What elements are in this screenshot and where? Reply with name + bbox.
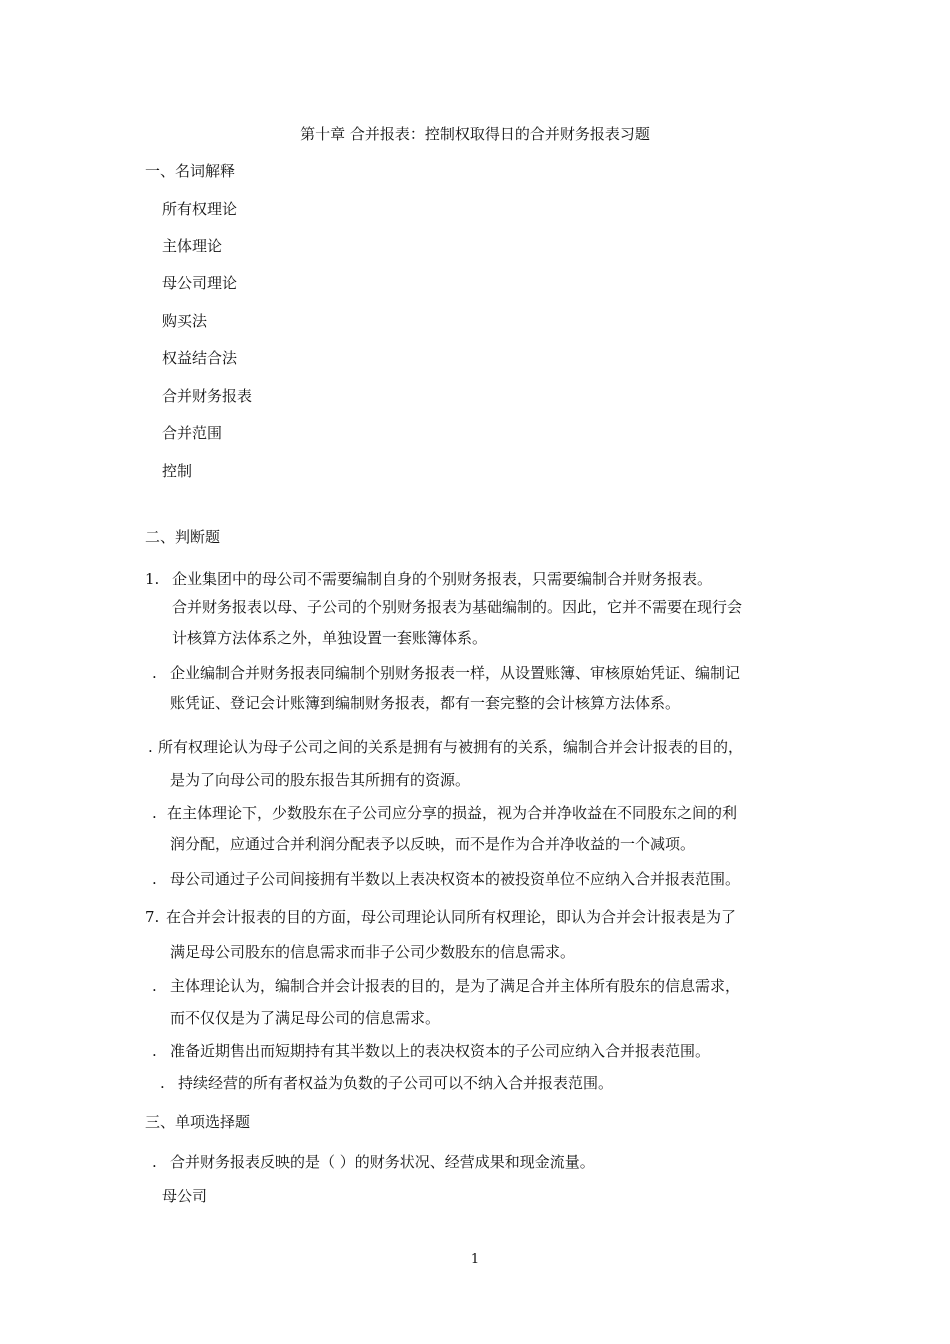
item-line: 账凭证、登记会计账簿到编制财务报表，都有一套完整的会计核算方法体系。	[170, 694, 681, 712]
item-line: 持续经营的所有者权益为负数的子公司可以不纳入合并报表范围。	[178, 1074, 614, 1092]
item-marker: .	[160, 1074, 165, 1092]
item-marker: 7.	[145, 908, 160, 926]
item-line: 在主体理论下，少数股东在子公司应分享的损益，视为合并净收益在不同股东之间的利	[167, 804, 738, 822]
term-item: 母公司理论	[162, 274, 238, 292]
section-heading-definitions: 一、名词解释	[145, 162, 236, 180]
term-item: 所有权理论	[162, 200, 238, 218]
item-marker: 1.	[145, 570, 160, 588]
item-marker: .	[152, 804, 157, 822]
question-text: 合并财务报表反映的是（ ）的财务状况、经营成果和现金流量。	[170, 1153, 595, 1171]
item-line: 主体理论认为，编制合并会计报表的目的，是为了满足合并主体所有股东的信息需求，	[170, 977, 741, 995]
term-item: 合并范围	[162, 424, 223, 442]
section-heading-single-choice: 三、单项选择题	[145, 1113, 251, 1131]
item-line: 合并财务报表以母、子公司的个别财务报表为基础编制的。因此，它并不需要在现行会	[172, 598, 743, 616]
item-line: 是为了向母公司的股东报告其所拥有的资源。	[170, 771, 471, 789]
term-item: 主体理论	[162, 237, 223, 255]
term-item: 权益结合法	[162, 349, 238, 367]
question-marker: .	[152, 1153, 157, 1171]
term-item: 购买法	[162, 312, 208, 330]
term-item: 控制	[162, 462, 193, 480]
item-line: 在合并会计报表的目的方面，母公司理论认同所有权理论，即认为合并会计报表是为了	[166, 908, 737, 926]
item-line: 润分配，应通过合并利润分配表予以反映，而不是作为合并净收益的一个减项。	[170, 835, 696, 853]
answer-option: 母公司	[162, 1187, 208, 1205]
item-marker: .	[152, 1042, 157, 1060]
item-marker: .	[148, 738, 153, 756]
item-line: 企业编制合并财务报表同编制个别财务报表一样，从设置账簿、审核原始凭证、编制记	[170, 664, 741, 682]
item-line: 企业集团中的母公司不需要编制自身的个别财务报表，只需要编制合并财务报表。	[172, 570, 713, 588]
page-title: 第十章 合并报表：控制权取得日的合并财务报表习题	[300, 125, 650, 143]
item-line: 母公司通过子公司间接拥有半数以上表决权资本的被投资单位不应纳入合并报表范围。	[170, 870, 741, 888]
item-line: 准备近期售出而短期持有其半数以上的表决权资本的子公司应纳入合并报表范围。	[170, 1042, 711, 1060]
term-item: 合并财务报表	[162, 387, 253, 405]
item-line: 满足母公司股东的信息需求而非子公司少数股东的信息需求。	[170, 943, 576, 961]
page-number: 1	[470, 1252, 480, 1267]
item-line: 计核算方法体系之外，单独设置一套账簿体系。	[172, 629, 488, 647]
item-marker: .	[152, 664, 157, 682]
item-marker: .	[152, 977, 157, 995]
section-heading-true-false: 二、判断题	[145, 528, 221, 546]
item-marker: .	[152, 870, 157, 888]
item-line: 而不仅仅是为了满足母公司的信息需求。	[170, 1009, 441, 1027]
item-line: 所有权理论认为母子公司之间的关系是拥有与被拥有的关系，编制合并会计报表的目的，	[158, 738, 744, 756]
